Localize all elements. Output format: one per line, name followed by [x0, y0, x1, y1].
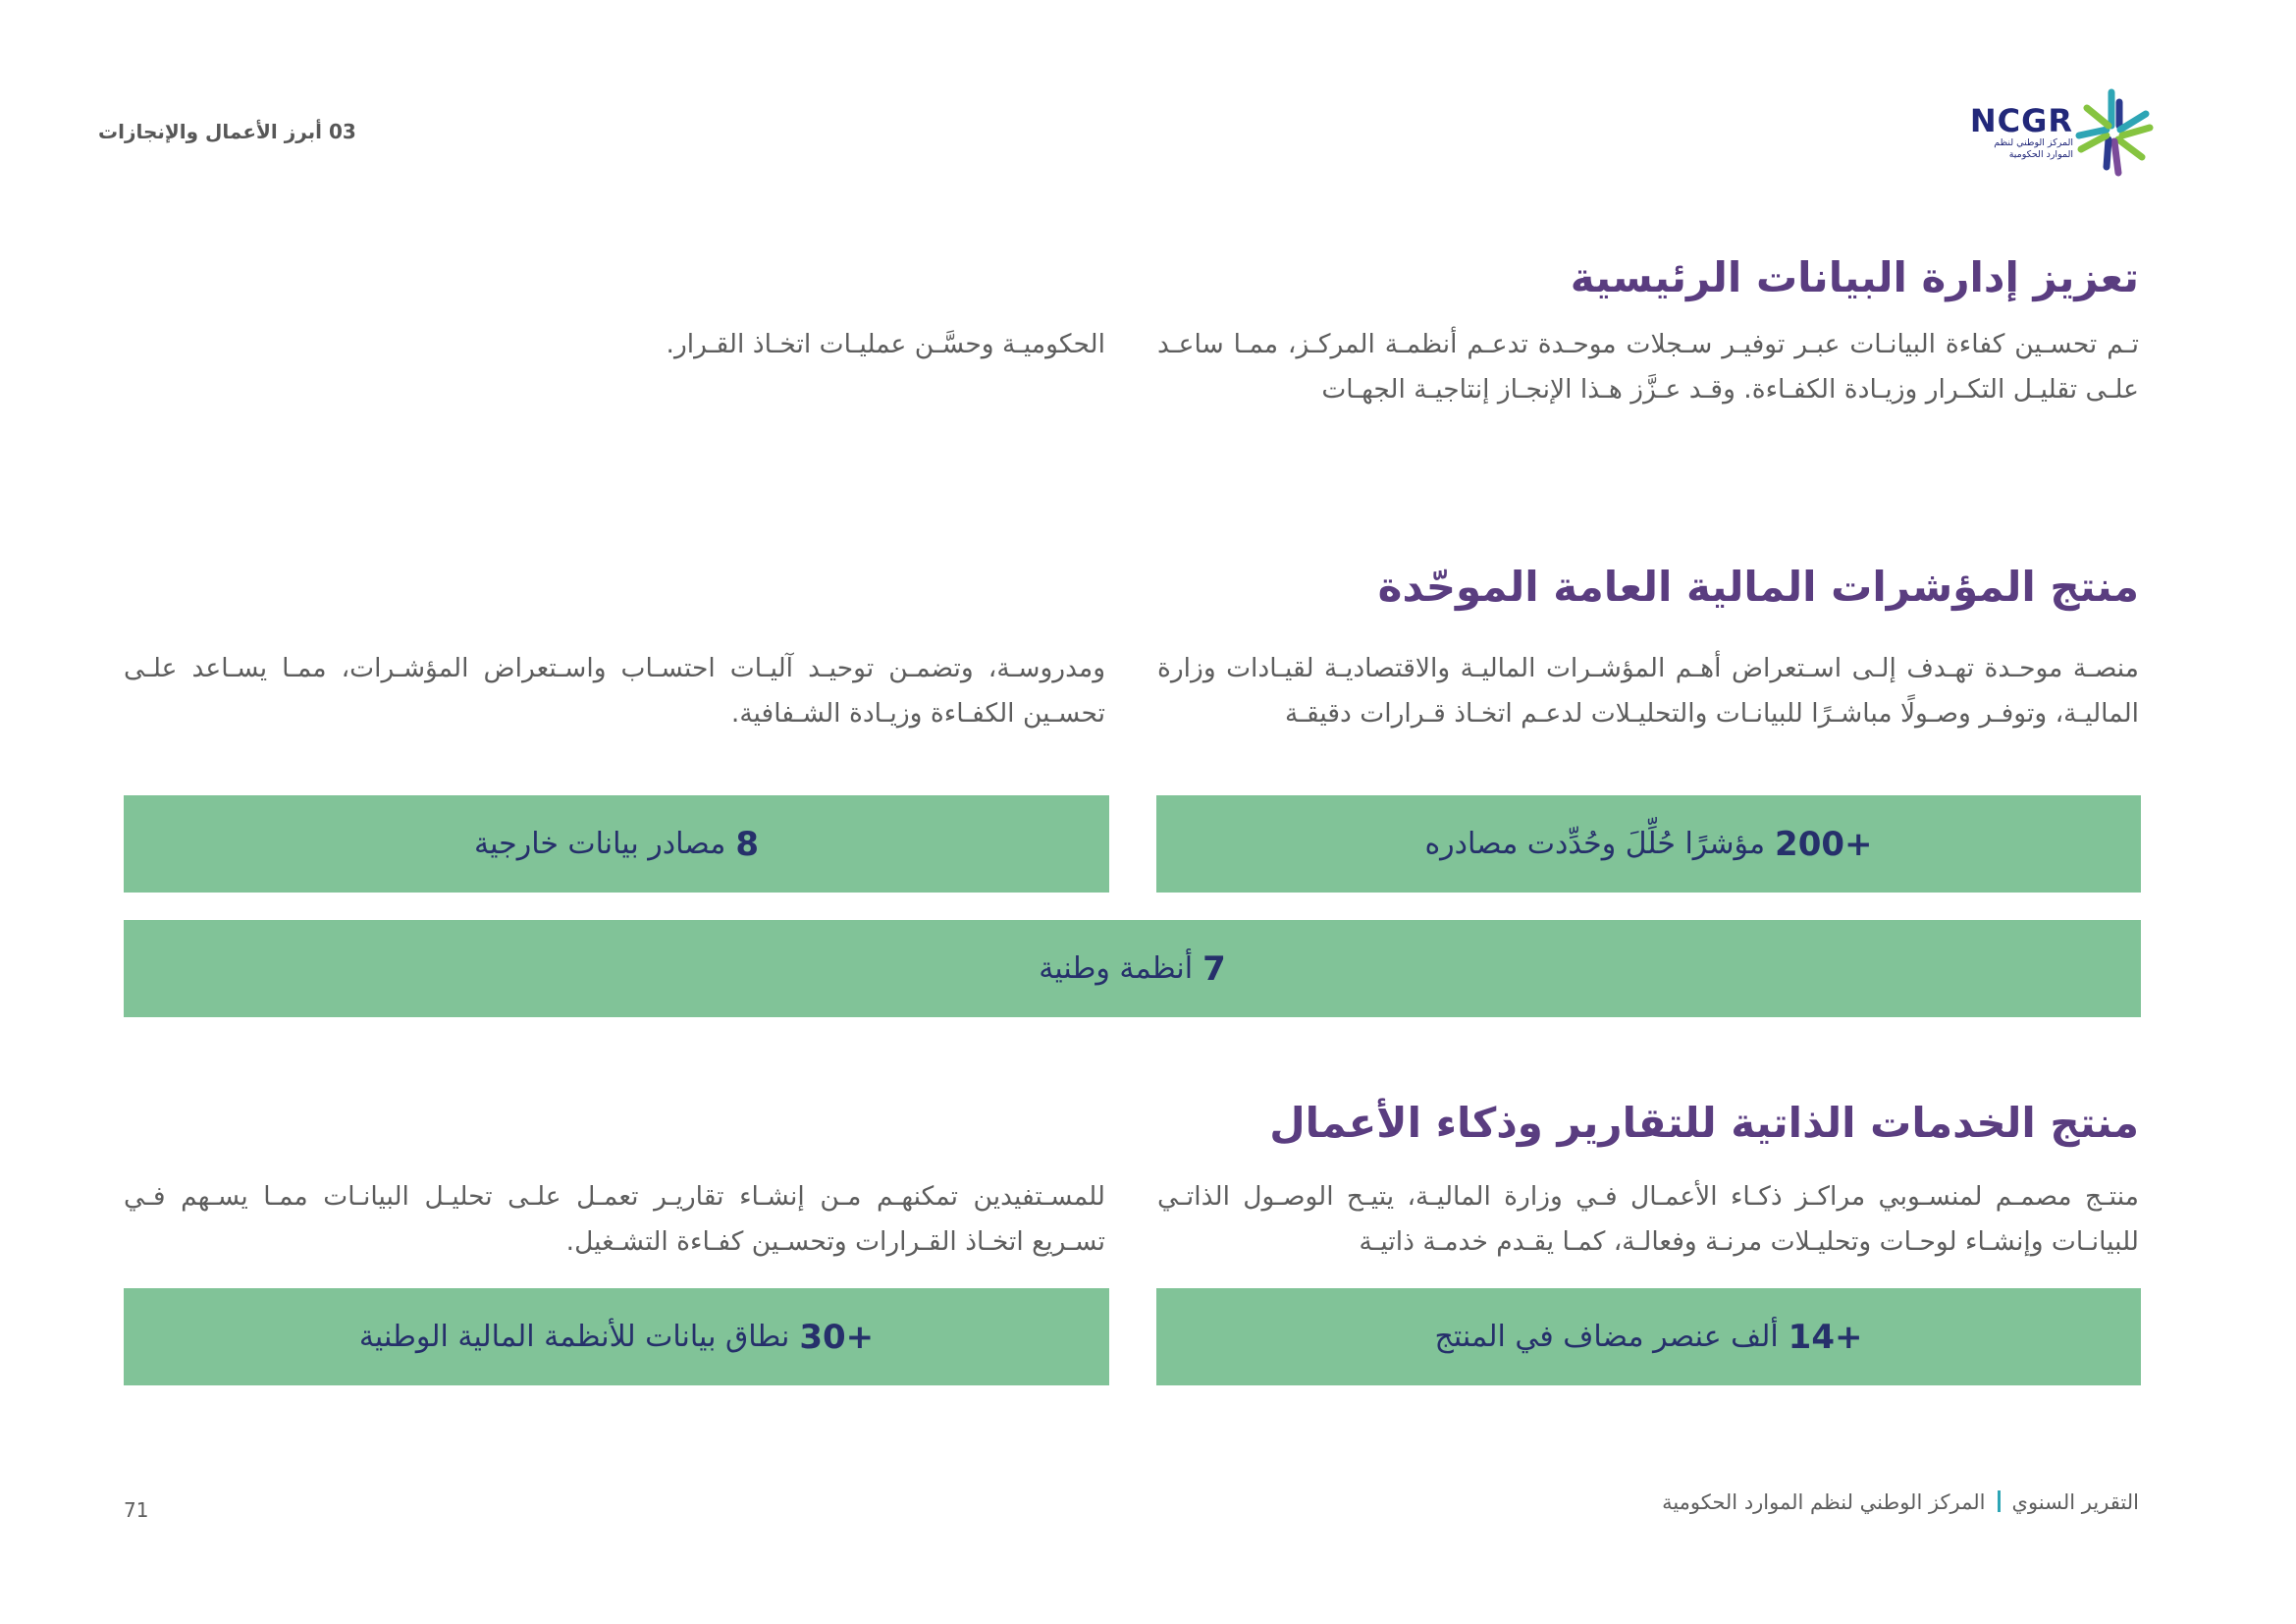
section1-left-paragraph: الحكوميـة وحسَّـن عمليـات اتخـاذ القـرار. [666, 329, 1105, 359]
logo-wordmark: NCGR [1969, 102, 2073, 139]
stat-box-indicators [1156, 795, 2141, 893]
footer-title [1662, 1490, 2139, 1514]
stat-number: +30 [799, 1317, 875, 1357]
logo-subtitle-line2: الموارد الحكومية [2008, 149, 2073, 160]
section-label: 03 أبرز الأعمال والإنجازات [98, 120, 356, 143]
stat-label: أنظمة وطنية [1039, 951, 1194, 986]
stat-box-data-domains [124, 1288, 1109, 1385]
stat-label: مؤشرًا حُلِّلَ وحُدِّدت مصادره [1424, 827, 1766, 861]
stat-number: +14 [1788, 1317, 1863, 1357]
stat-label: نطاق بيانات للأنظمة المالية الوطنية [358, 1320, 790, 1354]
section3-left-paragraph: للمسـتفيدين تمكنهـم مـن إنشـاء تقاريـر تعمـل علـى تحليـل البيانـات ممـا يسـهم فـي تسـريع اتخـاذ القـرارات وتحسـين كفـاءة التشـغيل. [124, 1181, 1105, 1257]
stat-label: مصادر بيانات خارجية [474, 827, 726, 861]
section3-right-paragraph: منتـج مصمـم لمنسـوبي مراكـز ذكـاء الأعمـال فـي وزارة الماليـة، يتيـح الوصـول الذاتـي للبيانـات وإنشـاء لوحـات وتحليـلات مرنـة وفعالـة، كمـا يقـدم خدمـة ذاتيـة [1157, 1181, 2139, 1257]
stat-number: +200 [1775, 824, 1873, 864]
section-title-self-service-bi: منتج الخدمات الذاتية للتقارير وذكاء الأعمال [1269, 1099, 2139, 1147]
stat-number: 8 [735, 824, 759, 864]
stat-box-elements-added [1156, 1288, 2141, 1385]
logo-subtitle-line1: المركز الوطني لنظم [1994, 137, 2073, 148]
page-number: 71 [124, 1498, 149, 1522]
stat-box-national-systems [124, 920, 2141, 1017]
stat-box-external-sources [124, 795, 1109, 893]
section2-left-paragraph: ومدروسـة، وتضمـن توحيـد آليـات احتسـاب واسـتعراض المؤشـرات، ممـا يسـاعد علـى تحسـين الكفـاءة وزيـادة الشـفافية. [124, 653, 1105, 729]
ncgr-star-icon [2073, 86, 2156, 177]
stat-number: 7 [1202, 948, 1226, 989]
section1-right-paragraph: تـم تحسـين كفاءة البيانـات عبـر توفيـر سـجلات موحـدة تدعـم أنظمـة المركـز، ممـا ساعـد علـى تقليـل التكـرار وزيـادة الكفـاءة. وقـد عـزَّز هـذا الإنجـاز إنتاجيـة الجهـات [1157, 329, 2139, 405]
footer-org-name: المركز الوطني لنظم الموارد الحكومية [1662, 1490, 1986, 1514]
section2-right-paragraph: منصـة موحـدة تهـدف إلـى اسـتعراض أهـم المؤشـرات الماليـة والاقتصاديـة لقيـادات وزارة الماليـة، وتوفـر وصـولًا مباشـرًا للبيانـات والتحليـلات لدعـم اتخـاذ قـرارات دقيقـة [1157, 653, 2139, 729]
footer-separator [1998, 1490, 2001, 1512]
footer-report-name: التقرير السنوي [2011, 1490, 2139, 1514]
ncgr-logo [1963, 86, 2150, 181]
section-title-master-data: تعزيز إدارة البيانات الرئيسية [1570, 253, 2139, 301]
stat-label: ألف عنصر مضاف في المنتج [1434, 1320, 1779, 1354]
section-title-financial-indicators: منتج المؤشرات المالية العامة الموحّدة [1377, 563, 2139, 611]
